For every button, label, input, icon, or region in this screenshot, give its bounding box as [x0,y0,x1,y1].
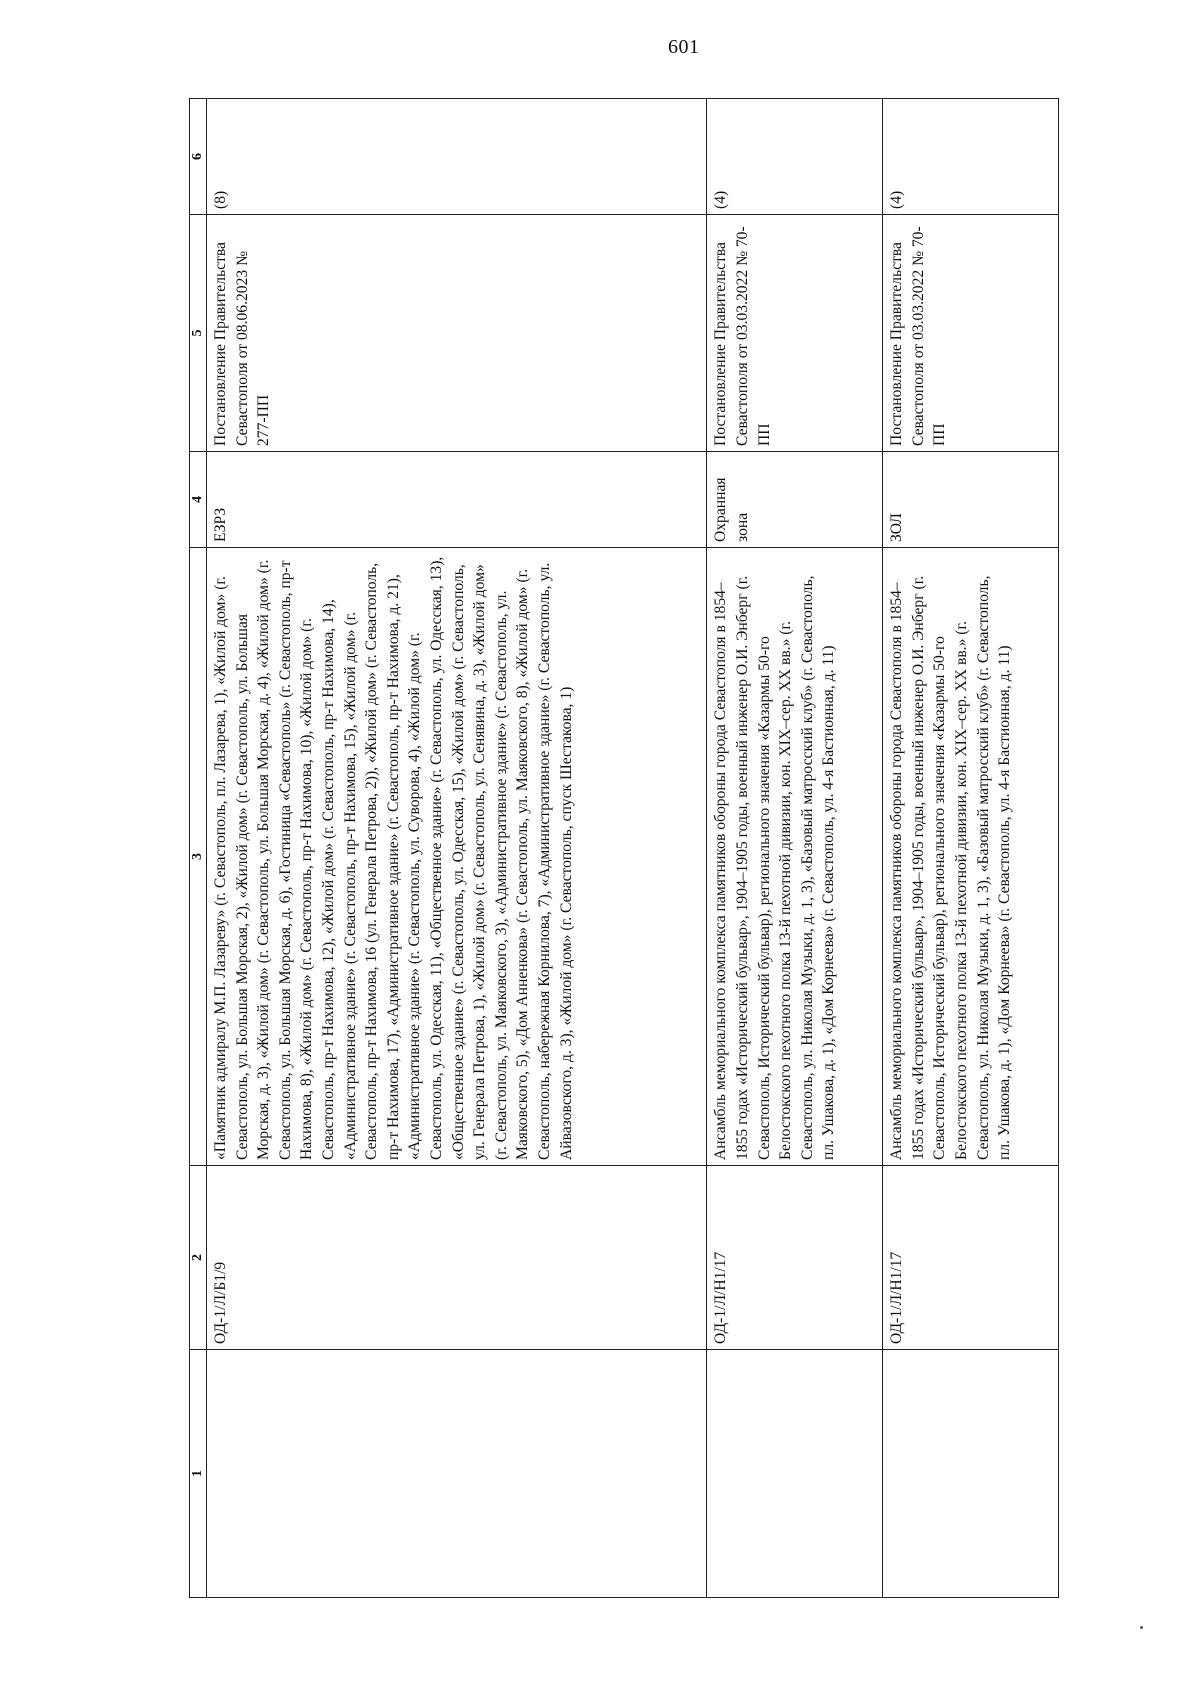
cell-number [207,1350,707,1598]
cell-note: (8) [207,99,707,215]
cell-note: (4) [883,99,1059,215]
table-row [207,99,707,1598]
cell-zone-type: Охранная зона [707,452,883,548]
cell-zone-type: ЕЗРЗ [207,452,707,548]
scan-speck [1140,1626,1143,1629]
cell-objects: «Памятник адмиралу М.П. Лазареву» (г. Севастополь, пл. Лазарева, 1), «Жилой дом» (г. Севастополь, ул. Большая Морская, 2), «Жилой дом» (г. Севастополь, ул. Большая Морская, д. 3), «Жилой дом» (г. Севастополь, ул. Большая Морская, д. 4), «Жилой дом» (г. Севастополь, ул. Большая Морская, д. 6), «Гостиница «Севастополь» (г. Севастополь, пр-т Нахимова, 8), «Жилой дом» (г. Севастополь, пр-т Нахимова, 10), «Жилой дом» (г. Севастополь, пр-т Нахимова, 12), «Жилой дом» (г. Севастополь, пр-т Нахимова, 14), «Административное здание» (г. Севастополь, пр-т Нахимова, 15), «Жилой дом» (г. Севастополь, пр-т Нахимова, 16 (ул. Генерала Петрова, 2)), «Жилой дом» (г. Севастополь, пр-т Нахимова, 17), «Административное здание» (г. Севастополь, пр-т Нахимова, д. 21), «Административное здание» (г. Севастополь, ул. Суворова, 4), «Жилой дом» (г. Севастополь, ул. Одесская, 11), «Общественное здание» (г. Севастополь, ул. Одесская, 13), «Общественное здание» (г. Севастополь, ул. Одесская, 15), «Жилой дом» (г. Севастополь, ул. Генерала Петрова, 1), «Жилой дом» (г. Севастополь, ул. Сенявина, д. 3), «Жилой дом» (г. Севастополь, ул. Маяковского, 3), «Административное здание» (г. Севастополь, ул. Маяковского, 5), «Дом Анненкова» (г. Севастополь, ул. Маяковского, 8), «Жилой дом» (г. Севастополь, набережная Корнилова, 7), «Административное здание» (г. Севастополь, ул. Айвазовского, д. 3), «Жилой дом» (г. Севастополь, спуск Шестакова, 1) [207,548,707,1166]
table-row [883,99,1059,1598]
page-number: 601 [668,36,700,58]
cell-number [883,1350,1059,1598]
cell-note: (4) [707,99,883,215]
column-header-3: 3 [190,548,207,1166]
document-table [189,98,1059,1598]
table-row [707,99,883,1598]
cell-zone-code: ОД-1/Л/Н1/17 [883,1166,1059,1350]
cell-objects: Ансамбль мемориального комплекса памятников обороны города Севастополя в 1854–1855 годах «Исторический бульвар», 1904–1905 годы, военный инженер О.И. Энберг (г. Севастополь, Исторический бульвар), регионального значения «Казармы 50-го Белостокского пехотного полка 13-й пехотной дивизии, кон. XIX–сер. XX вв.» (г. Севастополь, ул. Николая Музыки, д. 1, 3), «Базовый матросский клуб» (г. Севастополь, пл. Ушакова, д. 1), «Дом Корнеева» (г. Севастополь, ул. 4-я Бастионная, д. 11) [707,548,883,1166]
column-header-5: 5 [190,215,207,452]
cell-document: Постановление Правительства Севастополя от 03.03.2022 № 70-ПП [883,215,1059,452]
cell-zone-code: ОД-1/Л/Б1/9 [207,1166,707,1350]
cell-zone-code: ОД-1/Л/Н1/17 [707,1166,883,1350]
column-header-6: 6 [190,99,207,215]
cell-objects: Ансамбль мемориального комплекса памятников обороны города Севастополя в 1854–1855 годах «Исторический бульвар», 1904–1905 годы, военный инженер О.И. Энберг (г. Севастополь, Исторический бульвар), регионального значения «Казармы 50-го Белостокского пехотного полка 13-й пехотной дивизии, кон. XIX–сер. XX вв.» (г. Севастополь, ул. Николая Музыки, д. 1, 3), «Базовый матросский клуб» (г. Севастополь, пл. Ушакова, д. 1), «Дом Корнеева» (г. Севастополь, ул. 4-я Бастионная, д. 11) [883,548,1059,1166]
cell-number [707,1350,883,1598]
column-header-1: 1 [190,1350,207,1598]
document-table-rotated [189,98,1059,1598]
cell-document: Постановление Правительства Севастополя от 08.06.2023 № 277-ПП [207,215,707,452]
column-header-2: 2 [190,1166,207,1350]
cell-document: Постановление Правительства Севастополя от 03.03.2022 № 70-ПП [707,215,883,452]
table-header-row [190,99,207,1598]
column-header-4: 4 [190,452,207,548]
cell-zone-type: ЗОЛ [883,452,1059,548]
